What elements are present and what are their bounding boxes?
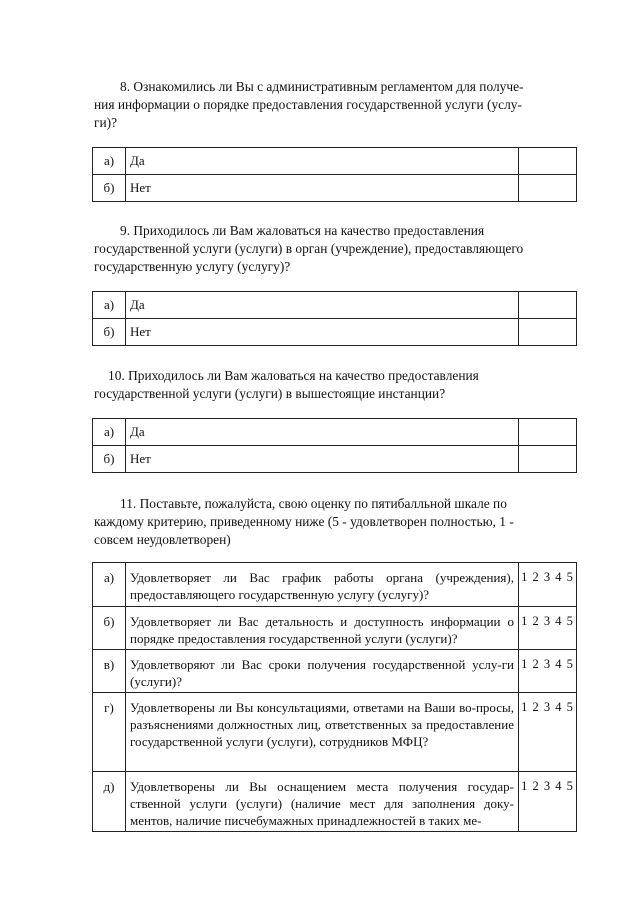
criterion-key: д) xyxy=(93,772,126,832)
question-line: государственную услугу (услугу)? xyxy=(94,259,291,274)
question-line: государственной услуги (услуги) в вышестоящие инстанции? xyxy=(94,386,446,401)
rating-scale[interactable]: 1 2 3 4 5 xyxy=(519,563,577,607)
answer-cell[interactable] xyxy=(519,446,577,473)
criterion-text: Удовлетворяют ли Вас сроки получения государственной услу-ги (услуги)? xyxy=(126,650,519,693)
rating-scale[interactable]: 1 2 3 4 5 xyxy=(519,693,577,772)
question-line: государственной услуги (услуги) в орган (учреждение), предоставляющего xyxy=(94,241,524,256)
answer-table-8 xyxy=(92,147,577,202)
criterion-text: Удовлетворены ли Вы оснащением места получения государ-ственной услуги (услуги) (наличие мест для заполнения доку-ментов, наличие писчебумажных принадлежностей в таких ме- xyxy=(126,772,519,832)
option-key: а) xyxy=(93,419,126,446)
question-line: 11. Поставьте, пожалуйста, свою оценку по пятибалльной шкале по xyxy=(120,496,507,511)
answer-row xyxy=(93,148,577,175)
question-line: совсем неудовлетворен) xyxy=(94,532,231,547)
answer-table-10 xyxy=(92,418,577,473)
rating-row xyxy=(93,563,577,607)
answer-row xyxy=(93,419,577,446)
rating-row xyxy=(93,607,577,650)
question-10 xyxy=(94,367,578,403)
question-line: 10. Приходилось ли Вам жаловаться на качество предоставления xyxy=(108,368,479,383)
answer-row xyxy=(93,319,577,346)
criterion-text: Удовлетворяет ли Вас график работы органа (учреждения), предоставляющего государственную услугу (услугу)? xyxy=(126,563,519,607)
question-8 xyxy=(94,78,578,132)
option-key: а) xyxy=(93,148,126,175)
answer-cell[interactable] xyxy=(519,175,577,202)
question-11 xyxy=(94,495,578,549)
answer-row xyxy=(93,175,577,202)
option-label: Нет xyxy=(126,446,519,473)
option-label: Нет xyxy=(126,319,519,346)
rating-row xyxy=(93,693,577,772)
rating-scale[interactable]: 1 2 3 4 5 xyxy=(519,772,577,832)
question-line: ния информации о порядке предоставления государственной услуги (услу- xyxy=(94,97,522,112)
rating-row xyxy=(93,650,577,693)
option-key: а) xyxy=(93,292,126,319)
criterion-key: а) xyxy=(93,563,126,607)
answer-row xyxy=(93,446,577,473)
option-key: б) xyxy=(93,319,126,346)
rating-row xyxy=(93,772,577,832)
option-label: Нет xyxy=(126,175,519,202)
question-line: каждому критерию, приведенному ниже (5 - удовлетворен полностью, 1 - xyxy=(94,514,514,529)
criterion-key: г) xyxy=(93,693,126,772)
option-label: Да xyxy=(126,419,519,446)
option-key: б) xyxy=(93,446,126,473)
answer-cell[interactable] xyxy=(519,148,577,175)
question-line: ги)? xyxy=(94,115,118,130)
criterion-text: Удовлетворяет ли Вас детальность и доступность информации о порядке предоставления государственной услуги (услуги)? xyxy=(126,607,519,650)
criterion-key: б) xyxy=(93,607,126,650)
option-key: б) xyxy=(93,175,126,202)
answer-cell[interactable] xyxy=(519,419,577,446)
answer-cell[interactable] xyxy=(519,292,577,319)
rating-scale[interactable]: 1 2 3 4 5 xyxy=(519,607,577,650)
answer-cell[interactable] xyxy=(519,319,577,346)
question-9 xyxy=(94,222,578,276)
option-label: Да xyxy=(126,148,519,175)
option-label: Да xyxy=(126,292,519,319)
rating-table xyxy=(92,562,577,832)
question-line: 8. Ознакомились ли Вы с административным регламентом для получе- xyxy=(120,79,524,94)
criterion-text: Удовлетворены ли Вы консультациями, ответами на Ваши во-просы, разъяснениями должностных лиц, ответственных за предоставление государственной услуги (услуги), сотрудников МФЦ? xyxy=(126,693,519,772)
criterion-key: в) xyxy=(93,650,126,693)
rating-scale[interactable]: 1 2 3 4 5 xyxy=(519,650,577,693)
answer-row xyxy=(93,292,577,319)
question-line: 9. Приходилось ли Вам жаловаться на качество предоставления xyxy=(120,223,485,238)
answer-table-9 xyxy=(92,291,577,346)
